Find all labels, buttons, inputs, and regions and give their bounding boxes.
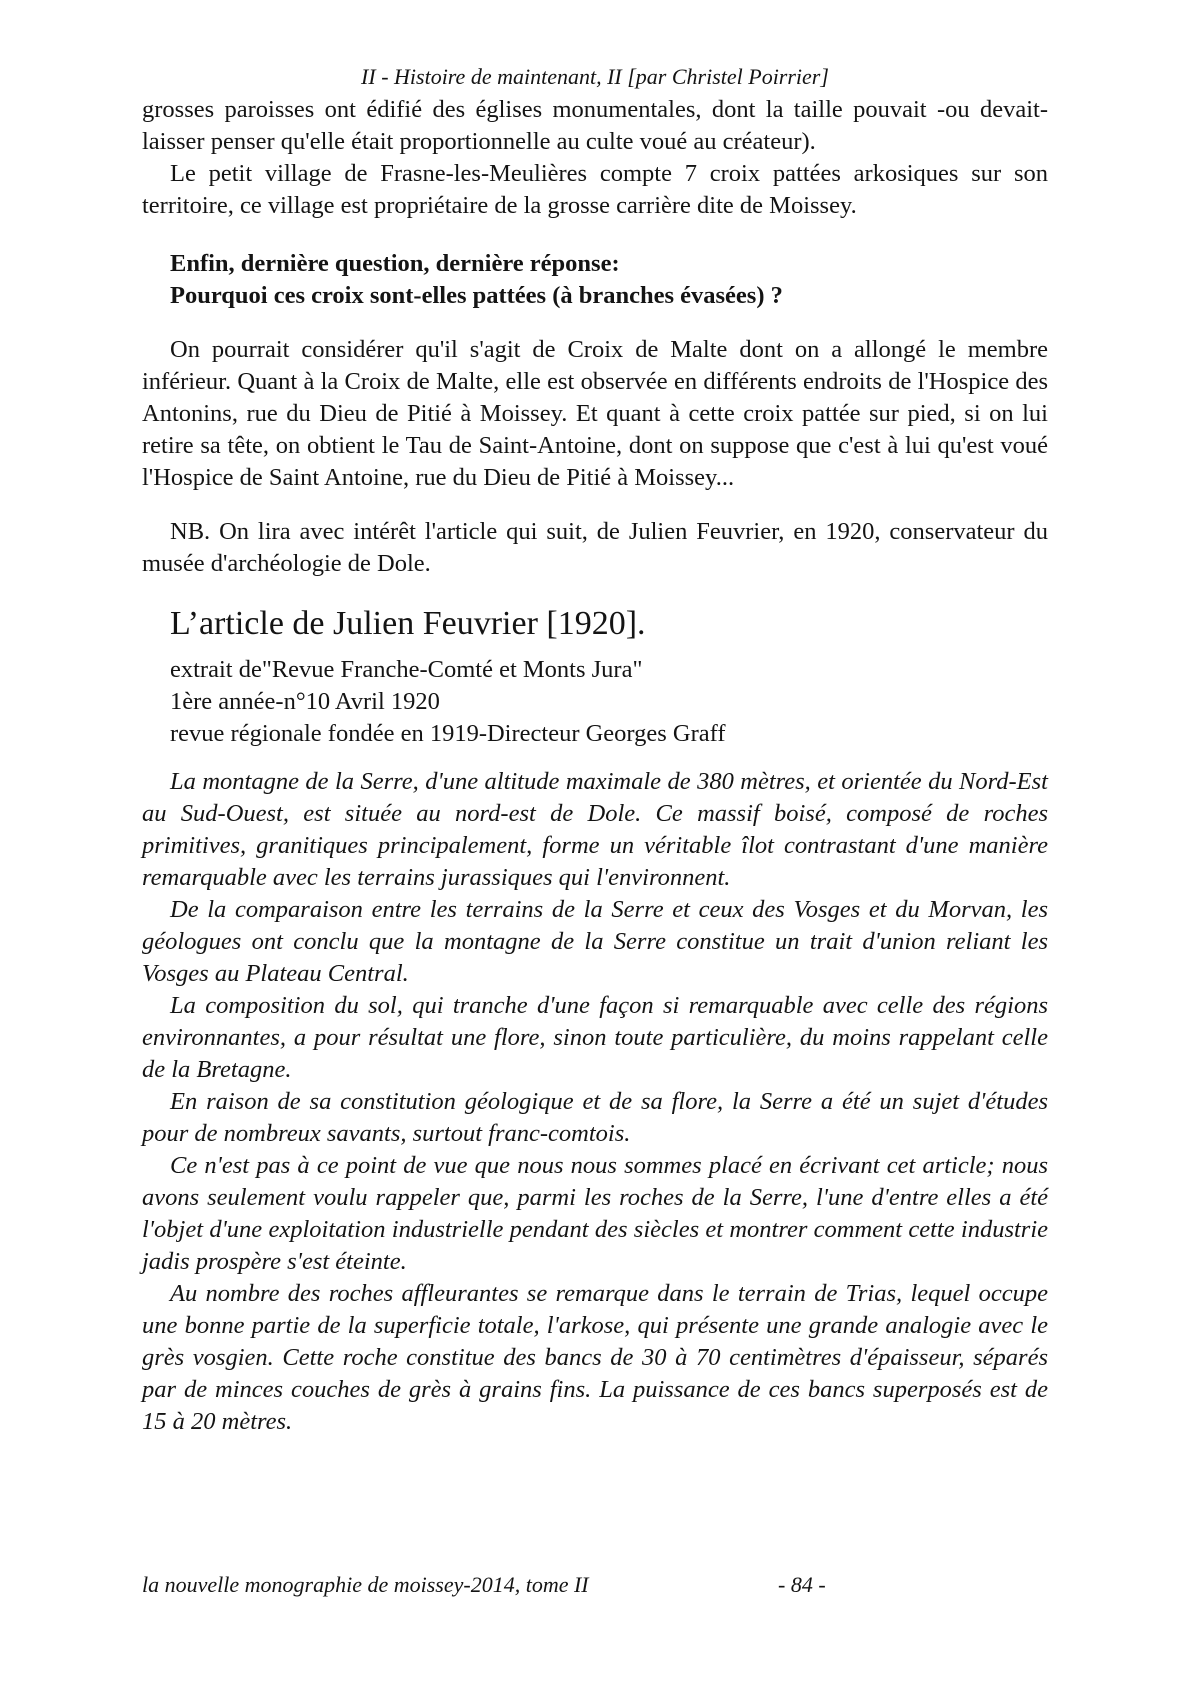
question-heading-1: Enfin, dernière question, dernière réponse: [170, 250, 620, 277]
source-line-2: 1ère année-n°10 Avril 1920 [170, 688, 440, 715]
article-paragraph: Au nombre des roches affleurantes se remarque dans le terrain de Trias, lequel occupe une bonne partie de la superficie totale, l'arkose, qui présente une grande analogie avec le grès vosgien. Cette roche constitue des bancs de 30 à 70 centimètres d'épaisseur, séparés par de minces couches de grès à grains fins. La puissance de ces bancs superposés est de 15 à 20 mètres. [142, 1280, 1048, 1435]
article-paragraph: De la comparaison entre les terrains de la Serre et ceux des Vosges et du Morvan, les géologues ont conclu que la montagne de la Serre constitue un trait d'union reliant les Vosges au Plateau Central. [142, 896, 1048, 987]
paragraph-nb: NB. On lira avec intérêt l'article qui suit, de Julien Feuvrier, en 1920, conservateur du musée d'archéologie de Dole. [142, 518, 1048, 577]
paragraph-continuation: grosses paroisses ont édifié des églises monumentales, dont la taille pouvait -ou devait-laisser penser qu'elle était proportionnelle au culte voué au créateur). [142, 96, 1048, 155]
source-line-3: revue régionale fondée en 1919-Directeur Georges Graff [170, 720, 726, 747]
source-line-1: extrait de"Revue Franche-Comté et Monts Jura" [170, 656, 643, 683]
article-paragraph: La composition du sol, qui tranche d'une façon si remarquable avec celle des régions environnantes, a pour résultat une flore, sinon toute particulière, du moins rappelant celle de la Bretagne. [142, 992, 1048, 1083]
spacer [142, 312, 1048, 334]
question-heading-2: Pourquoi ces croix sont-elles pattées (à branches évasées) ? [170, 282, 783, 309]
running-header: II - Histoire de maintenant, II [par Christel Poirrier] [361, 64, 829, 89]
paragraph-croix-malte: On pourrait considérer qu'il s'agit de Croix de Malte dont on a allongé le membre inférieur. Quant à la Croix de Malte, elle est observée en différents endroits de l'Hospice des Antonins, rue du Dieu de Pitié à Moissey. Et quant à cette croix pattée sur pied, si on lui retire sa tête, on obtient le Tau de Saint-Antoine, dont on suppose que c'est à lui qu'est voué l'Hospice de Saint Antoine, rue du Dieu de Pitié à Moissey... [142, 336, 1048, 491]
spacer [142, 750, 1048, 766]
page-content [142, 62, 1048, 1438]
article-paragraph: La montagne de la Serre, d'une altitude maximale de 380 mètres, et orientée du Nord-Est au Sud-Ouest, est située au nord-est de Dole. Ce massif boisé, composé de roches primitives, granitiques principalement, forme un véritable îlot contrastant d'une manière remarquable avec les terrains jurassiques qui l'environnent. [142, 768, 1048, 891]
spacer [142, 494, 1048, 516]
footer-title: la nouvelle monographie de moissey-2014, tome II [142, 1572, 589, 1597]
paragraph-frasne: Le petit village de Frasne-les-Meulières compte 7 croix pattées arkosiques sur son territoire, ce village est propriétaire de la grosse carrière dite de Moissey. [142, 160, 1048, 219]
section-title: L’article de Julien Feuvrier [1920]. [170, 605, 646, 642]
article-body [142, 766, 1048, 1438]
page-number: - 84 - [778, 1572, 826, 1597]
spacer [142, 222, 1048, 248]
article-paragraph: En raison de sa constitution géologique et de sa flore, la Serre a été un sujet d'études pour de nombreux savants, surtout franc-comtois. [142, 1088, 1048, 1147]
article-paragraph: Ce n'est pas à ce point de vue que nous nous sommes placé en écrivant cet article; nous avons seulement voulu rappeler que, parmi les roches de la Serre, l'une d'entre elles a été l'objet d'une exploitation industrielle pendant des siècles et montrer comment cette industrie jadis prospère s'est éteinte. [142, 1152, 1048, 1275]
page-footer [142, 1570, 1048, 1600]
